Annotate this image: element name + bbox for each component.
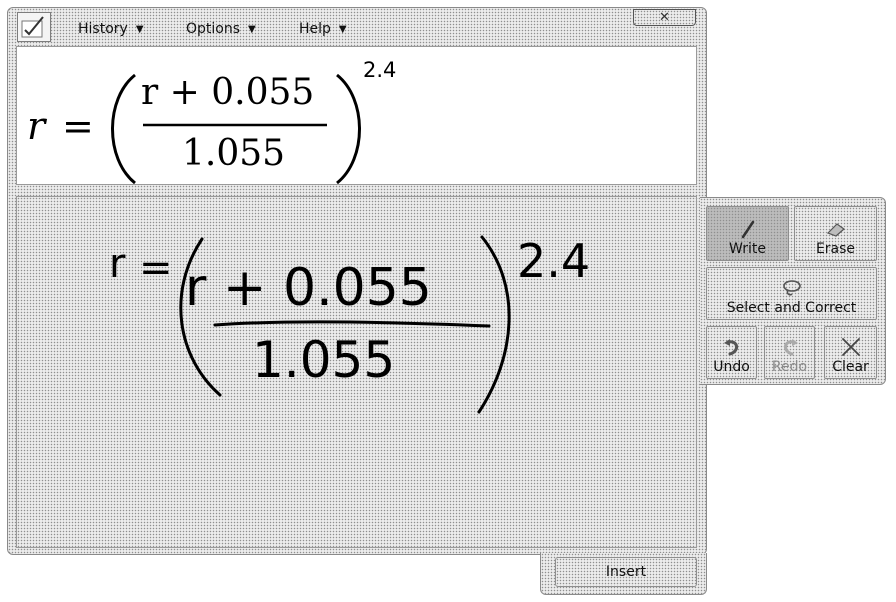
undo-label: Undo [713,359,750,375]
preview-denominator: 1.055 [182,133,286,174]
insert-button[interactable] [555,557,697,587]
handwriting-fraction-bar [215,322,489,326]
math-input-app-icon [17,12,51,42]
redo-button[interactable] [764,326,815,379]
menu-history-label: History [78,21,128,37]
handwriting-lhs: r [109,241,126,287]
handwriting-numerator: r + 0.055 [185,258,432,318]
erase-button[interactable] [794,206,877,261]
clear-icon [839,337,863,357]
preview-formula [17,47,696,184]
select-and-correct-label: Select and Correct [726,300,857,316]
close-icon: ✕ [659,10,670,25]
menu-help[interactable] [299,18,347,40]
select-and-correct-button[interactable] [706,267,877,320]
clear-label: Clear [832,359,869,375]
writing-pad[interactable] [16,196,697,548]
preview-numerator: r + 0.055 [141,72,315,113]
preview-exponent: 2.4 [363,58,397,82]
handwriting-exponent: 2.4 [517,234,591,288]
right-paren-icon [337,75,360,183]
handwriting-canvas [17,197,696,547]
undo-button[interactable] [706,326,757,379]
chevron-down-icon: ▼ [135,23,144,35]
erase-label: Erase [815,241,856,257]
redo-label: Redo [771,359,808,375]
handwriting-denominator: 1.055 [252,331,396,389]
pen-icon [737,219,759,239]
chevron-down-icon: ▼ [338,23,347,35]
handwriting-equals: = [139,245,173,291]
lasso-icon [778,278,806,298]
preview-panel [16,46,697,185]
undo-icon [720,337,744,357]
preview-equals: = [62,104,94,148]
eraser-icon [823,219,849,239]
redo-icon [778,337,802,357]
write-button[interactable] [706,206,789,261]
menu-options[interactable] [186,18,256,40]
chevron-down-icon: ▼ [248,23,256,35]
menu-options-label: Options [186,21,241,37]
close-button[interactable] [633,9,696,26]
menu-help-label: Help [299,21,331,37]
write-label: Write [729,241,766,257]
clear-button[interactable] [824,326,877,379]
insert-label: Insert [605,564,647,580]
preview-lhs: r [27,104,46,148]
menu-history[interactable] [78,18,144,40]
left-paren-icon [113,75,136,183]
